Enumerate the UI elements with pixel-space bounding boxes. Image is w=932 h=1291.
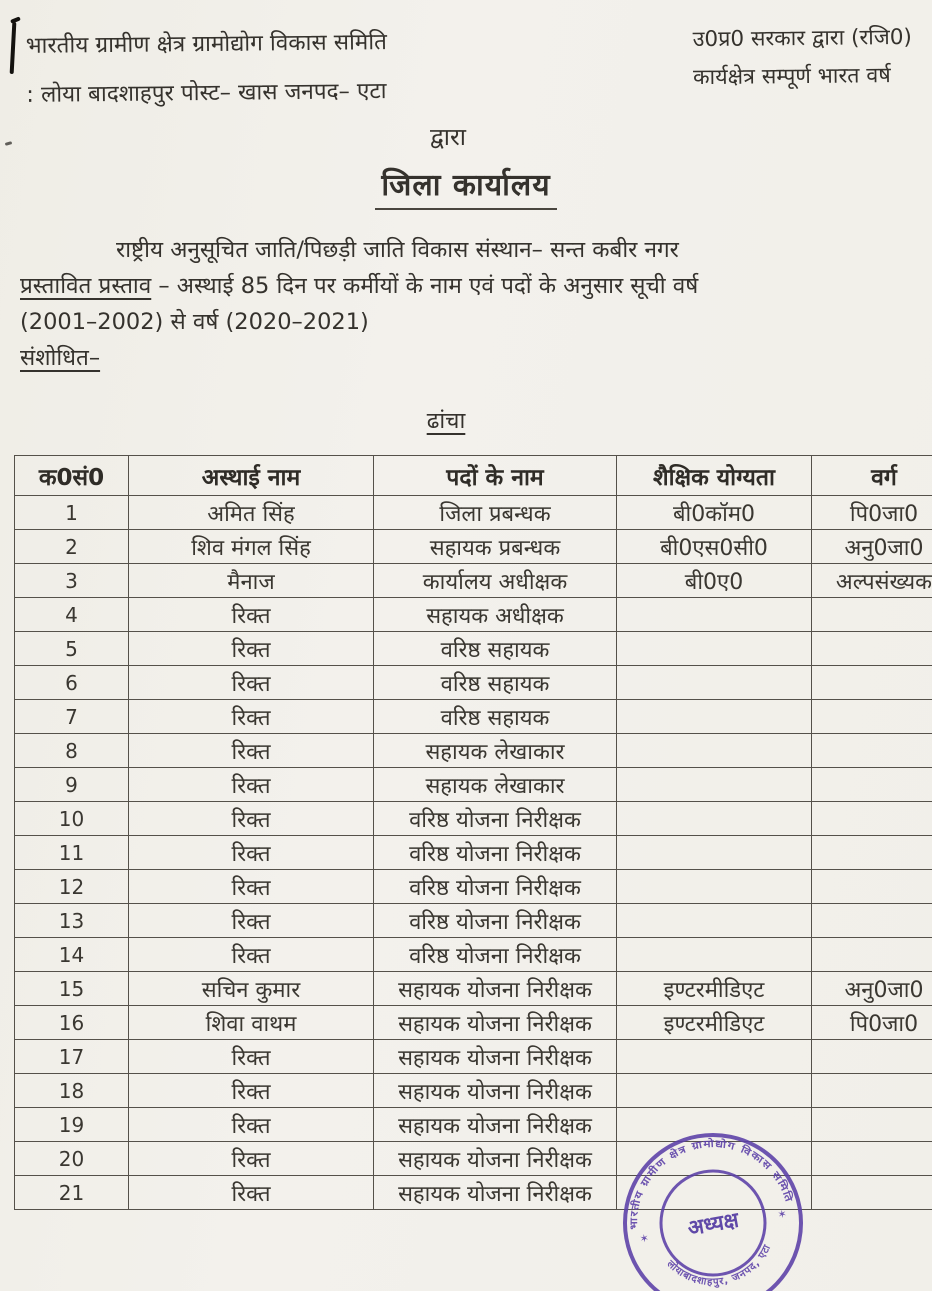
- table-cell: 6: [15, 666, 129, 700]
- org-block: [25, 18, 387, 120]
- table-cell: 16: [15, 1006, 129, 1040]
- table-cell: वरिष्ठ योजना निरीक्षक: [374, 870, 617, 904]
- table-cell: सहायक योजना निरीक्षक: [374, 972, 617, 1006]
- table-cell: सहायक योजना निरीक्षक: [374, 1108, 617, 1142]
- table-cell: अमित सिंह: [129, 496, 374, 530]
- table-row: [15, 904, 932, 938]
- table-row: [15, 768, 932, 802]
- table-cell: इण्टरमीडिएट: [617, 972, 812, 1006]
- table-cell: अल्पसंख्यक: [812, 564, 932, 598]
- table-cell: रिक्त: [129, 836, 374, 870]
- table-cell: रिक्त: [129, 700, 374, 734]
- table-cell: [812, 1142, 932, 1176]
- table-cell: [812, 938, 932, 972]
- table-cell: रिक्त: [129, 870, 374, 904]
- table-row: [15, 564, 932, 598]
- page-title: जिला कार्यालय: [375, 163, 556, 210]
- table-cell: 10: [15, 802, 129, 836]
- table-cell: वरिष्ठ योजना निरीक्षक: [374, 938, 617, 972]
- table-cell: [617, 734, 812, 768]
- table-row: [15, 802, 932, 836]
- table-cell: 1: [15, 496, 129, 530]
- table-cell: [812, 836, 932, 870]
- org-name: भारतीय ग्रामीण क्षेत्र ग्रामोद्योग विकास समिति: [25, 29, 388, 59]
- table-cell: बी0ए0: [617, 564, 812, 598]
- stamp-ring-text-bottom: लोयाबादशाहपुर, जनपद, एटा: [664, 1242, 774, 1289]
- table-cell: 18: [15, 1074, 129, 1108]
- table-cell: [812, 768, 932, 802]
- table-cell: [617, 632, 812, 666]
- table-cell: वरिष्ठ योजना निरीक्षक: [374, 904, 617, 938]
- table-cell: [812, 802, 932, 836]
- year-range-line: (2001–2002) से वर्ष (2020–2021): [20, 309, 369, 335]
- col-header-serial: क0सं0: [15, 456, 129, 496]
- table-cell: [812, 666, 932, 700]
- table-cell: सहायक अधीक्षक: [374, 598, 617, 632]
- table-cell: [812, 904, 932, 938]
- col-header-post: पदों के नाम: [374, 456, 617, 496]
- table-cell: 21: [15, 1176, 129, 1210]
- institute-line: राष्ट्रीय अनुसूचित जाति/पिछड़ी जाति विकास संस्थान– सन्त कबीर नगर: [116, 237, 679, 263]
- table-row: [15, 836, 932, 870]
- table-row: [15, 700, 932, 734]
- table-cell: शिवा वाथम: [129, 1006, 374, 1040]
- table-cell: [617, 666, 812, 700]
- table-cell: [617, 938, 812, 972]
- work-area-line: कार्यक्षेत्र सम्पूर्ण भारत वर्ष: [692, 63, 891, 91]
- table-cell: पि0जा0: [812, 496, 932, 530]
- table-cell: 2: [15, 530, 129, 564]
- stamp-ring-text-top: भारतीय ग्रामीण क्षेत्र ग्रामोद्योग विकास समिति: [628, 1138, 794, 1230]
- table-cell: पि0जा0: [812, 1006, 932, 1040]
- title-wrap: [0, 163, 932, 210]
- table-cell: सहायक लेखाकार: [374, 768, 617, 802]
- table-cell: [617, 700, 812, 734]
- table-cell: इण्टरमीडिएट: [617, 1006, 812, 1040]
- table-cell: 5: [15, 632, 129, 666]
- table-cell: 13: [15, 904, 129, 938]
- table-cell: रिक्त: [129, 734, 374, 768]
- proposal-label: प्रस्तावित प्रस्ताव: [20, 273, 152, 299]
- table-cell: वरिष्ठ सहायक: [374, 666, 617, 700]
- table-cell: मैनाज: [129, 564, 374, 598]
- table-cell: 14: [15, 938, 129, 972]
- stamp-star-right: ✶: [776, 1207, 788, 1222]
- table-cell: शिव मंगल सिंह: [129, 530, 374, 564]
- table-row: [15, 496, 932, 530]
- table-cell: [812, 1040, 932, 1074]
- table-cell: [812, 1074, 932, 1108]
- table-cell: [812, 1176, 932, 1210]
- table-cell: 12: [15, 870, 129, 904]
- table-cell: रिक्त: [129, 1074, 374, 1108]
- stamp-center-text: अध्यक्ष: [685, 1207, 741, 1241]
- table-cell: वरिष्ठ सहायक: [374, 632, 617, 666]
- table-cell: 4: [15, 598, 129, 632]
- table-cell: कार्यालय अधीक्षक: [374, 564, 617, 598]
- col-header-qualification: शैक्षिक योग्यता: [617, 456, 812, 496]
- table-cell: 7: [15, 700, 129, 734]
- table-cell: [812, 1108, 932, 1142]
- table-cell: वरिष्ठ योजना निरीक्षक: [374, 836, 617, 870]
- table-cell: [617, 598, 812, 632]
- table-cell: [617, 870, 812, 904]
- byline: द्वारा: [429, 123, 467, 151]
- table-cell: [617, 1040, 812, 1074]
- table-cell: रिक्त: [129, 1108, 374, 1142]
- col-header-name: अस्थाई नाम: [129, 456, 374, 496]
- table-cell: [617, 768, 812, 802]
- table-cell: 8: [15, 734, 129, 768]
- table-cell: जिला प्रबन्धक: [374, 496, 617, 530]
- table-cell: [617, 802, 812, 836]
- table-cell: वरिष्ठ योजना निरीक्षक: [374, 802, 617, 836]
- table-cell: [812, 700, 932, 734]
- table-cell: सहायक योजना निरीक्षक: [374, 1142, 617, 1176]
- table-cell: रिक्त: [129, 598, 374, 632]
- table-cell: अनु0जा0: [812, 972, 932, 1006]
- registration-line: उ0प्र0 सरकार द्वारा (रजि0): [692, 24, 912, 53]
- col-header-category: वर्ग: [812, 456, 932, 496]
- revised-label: संशोधित–: [20, 345, 101, 371]
- table-cell: 20: [15, 1142, 129, 1176]
- table-caption: ढांचा: [426, 408, 466, 434]
- table-cell: सहायक योजना निरीक्षक: [374, 1074, 617, 1108]
- table-cell: 15: [15, 972, 129, 1006]
- table-cell: 19: [15, 1108, 129, 1142]
- table-row: [15, 1006, 932, 1040]
- table-cell: [812, 870, 932, 904]
- table-cell: रिक्त: [129, 938, 374, 972]
- table-cell: 11: [15, 836, 129, 870]
- registration-block: [692, 19, 918, 119]
- caption-wrap: [0, 404, 912, 435]
- table-header-row: [15, 456, 932, 496]
- table-row: [15, 938, 932, 972]
- proposal-line-rest: – अस्थाई 85 दिन पर कर्मीयों के नाम एवं पदों के अनुसार सूची वर्ष: [151, 273, 699, 299]
- table-row: [15, 734, 932, 768]
- table-cell: बी0कॉम0: [617, 496, 812, 530]
- table-cell: [617, 904, 812, 938]
- table-cell: सहायक योजना निरीक्षक: [374, 1040, 617, 1074]
- staff-structure-table: [14, 455, 932, 1210]
- table-cell: सहायक लेखाकार: [374, 734, 617, 768]
- document-header: [0, 0, 932, 118]
- table-row: [15, 972, 932, 1006]
- revised-line: [20, 340, 914, 376]
- table-row: [15, 530, 932, 564]
- table-cell: रिक्त: [129, 904, 374, 938]
- proposal-paragraph: [20, 232, 914, 376]
- table-cell: [812, 734, 932, 768]
- table-cell: अनु0जा0: [812, 530, 932, 564]
- table-row: [15, 1040, 932, 1074]
- table-cell: 3: [15, 564, 129, 598]
- table-cell: रिक्त: [129, 768, 374, 802]
- table-cell: [812, 598, 932, 632]
- table-cell: रिक्त: [129, 632, 374, 666]
- table-cell: बी0एस0सी0: [617, 530, 812, 564]
- table-cell: [617, 836, 812, 870]
- table-cell: रिक्त: [129, 666, 374, 700]
- org-address: : लोया बादशाहपुर पोस्ट– खास जनपद– एटा: [26, 78, 387, 108]
- table-cell: [812, 632, 932, 666]
- table-cell: रिक्त: [129, 1040, 374, 1074]
- table-row: [15, 870, 932, 904]
- table-cell: रिक्त: [129, 1142, 374, 1176]
- table-row: [15, 632, 932, 666]
- table-cell: [617, 1074, 812, 1108]
- proposal-line: [20, 268, 914, 304]
- table-cell: सचिन कुमार: [129, 972, 374, 1006]
- stamp-star-left: ✶: [638, 1231, 650, 1246]
- table-cell: रिक्त: [129, 802, 374, 836]
- table-cell: रिक्त: [129, 1176, 374, 1210]
- table-cell: सहायक प्रबन्धक: [374, 530, 617, 564]
- table-row: [15, 598, 932, 632]
- table-cell: 9: [15, 768, 129, 802]
- table-cell: 17: [15, 1040, 129, 1074]
- table-cell: सहायक योजना निरीक्षक: [374, 1176, 617, 1210]
- table-row: [15, 666, 932, 700]
- table-cell: वरिष्ठ सहायक: [374, 700, 617, 734]
- table-cell: सहायक योजना निरीक्षक: [374, 1006, 617, 1040]
